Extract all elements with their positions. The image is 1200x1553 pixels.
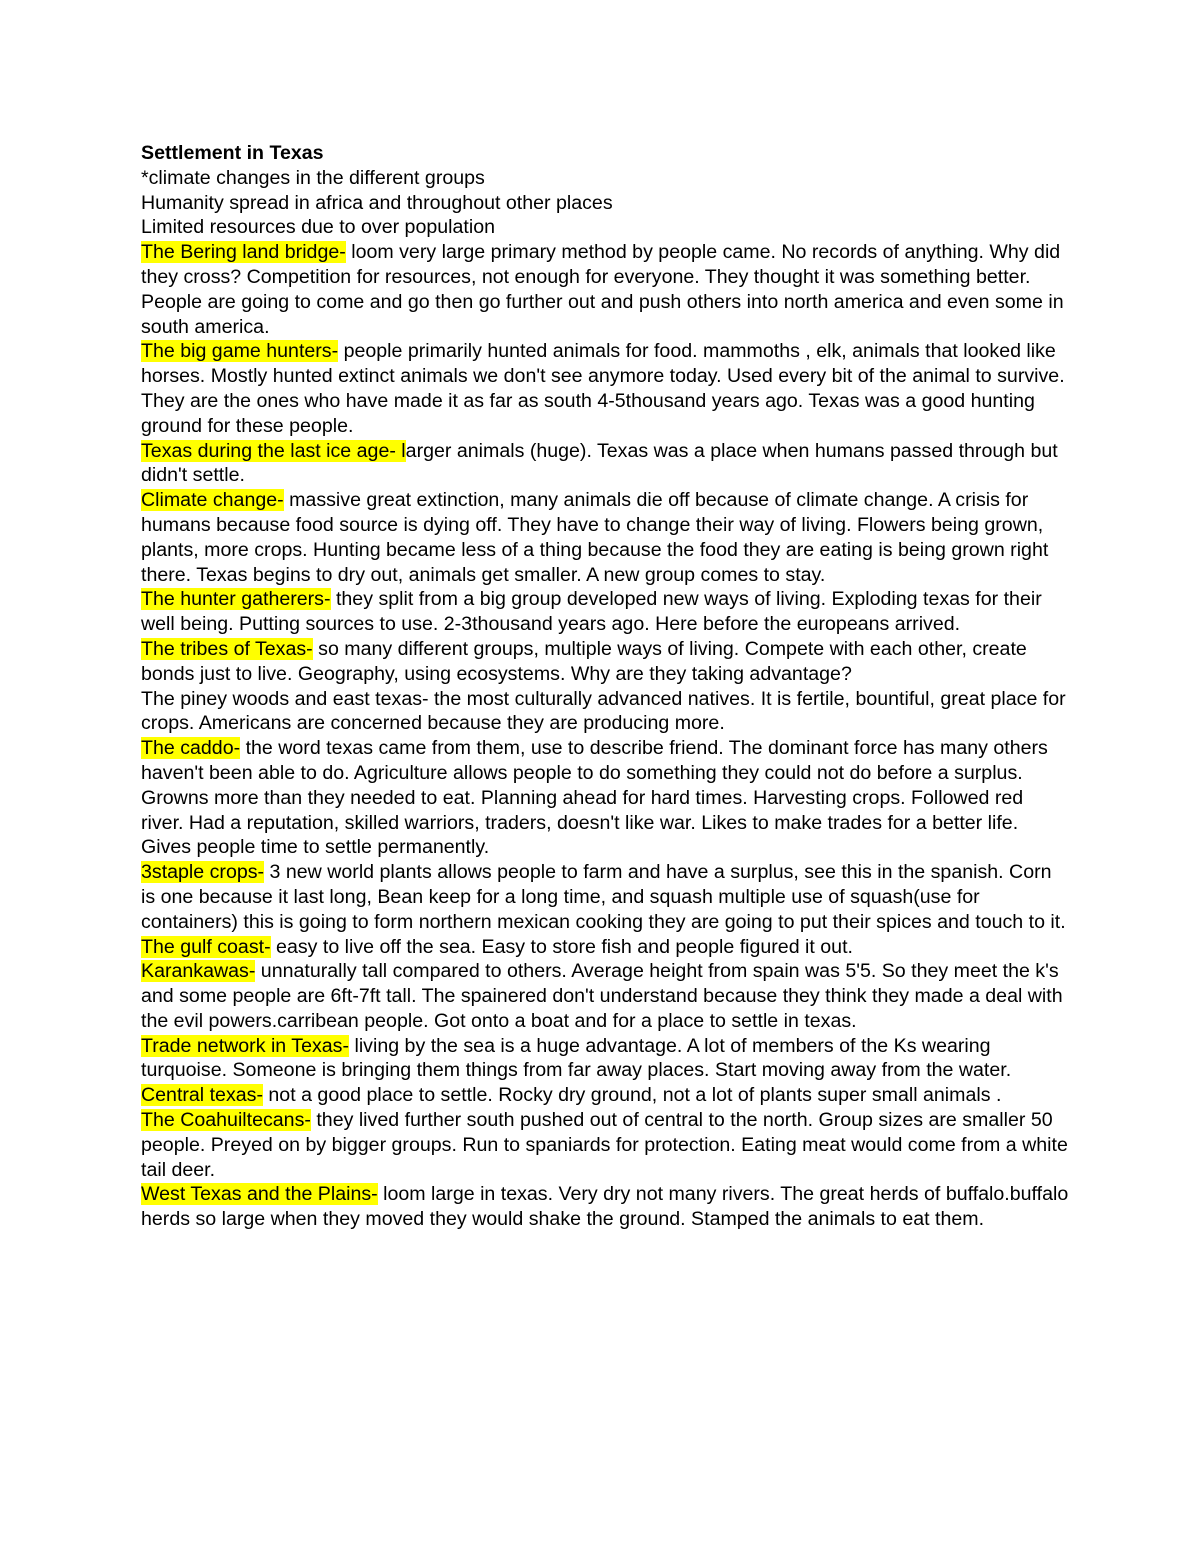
paragraph-text: unnaturally tall compared to others. Average height from spain was 5'5. So they meet the k's and some people are 6ft-7ft tall. The spainered don't understand because they think they made a deal with the evil powers.carribean people. Got onto a boat and for a place to settle in texas. [141,960,1063,1032]
intro-line: Humanity spread in africa and throughout other places [141,191,613,214]
note-paragraph [141,439,1071,489]
highlighted-term: Climate change- [141,489,284,512]
paragraph-text: The piney woods and east texas- the most culturally advanced natives. It is fertile, bountiful, great place for crops. Americans are concerned because they are producing more. [141,687,1066,735]
paragraph-text: they lived further south pushed out of central to the north. Group sizes are smaller 50 people. Preyed on by bigger groups. Run to spaniards for protection. Eating meat would come from a white tail deer. [141,1109,1068,1181]
paragraph-text: easy to live off the sea. Easy to store fish and people figured it out. [270,935,853,958]
highlighted-term: The big game hunters- [141,340,339,363]
highlighted-term: Central texas- [141,1084,263,1107]
highlighted-term: The Coahuiltecans- [141,1109,311,1132]
highlighted-term: West Texas and the Plains- [141,1183,378,1206]
paragraph-text: loom large in texas. Very dry not many rivers. The great herds of buffalo.buffalo herds so large when they moved they would shake the ground. Stamped the animals to eat them. [141,1183,1069,1231]
note-paragraph [141,959,1071,1033]
paragraph-text: the word texas came from them, use to describe friend. The dominant force has many others haven't been able to do. Agriculture allows people to do something they could not do before a surplus. Growns more than they needed to eat. Planning ahead for hard times. Harvesting crops. Followed red river. Had a reputation, skilled warriors, traders, doesn't like war. Likes to make trades for a better life. Gives people time to settle permanently. [141,737,1048,859]
highlighted-term: Karankawas- [141,960,256,983]
note-paragraph [141,488,1071,587]
paragraph-text: living by the sea is a huge advantage. A lot of members of the Ks wearing turquoise. Someone is bringing them things from far away places. Start moving away from the water. [141,1034,1012,1082]
highlighted-term: Texas during the last ice age- l [141,439,406,462]
note-paragraph [141,587,1071,637]
note-paragraph [141,1182,1071,1232]
paragraph-text: people primarily hunted animals for food. mammoths , elk, animals that looked like horses. Mostly hunted extinct animals we don't see anymore today. Used every bit of the animal to survive. They are the ones who have made it as far as south 4-5thousand years ago. Texas was a good hunting ground for these people. [141,340,1065,437]
intro-lines [141,166,1071,240]
highlighted-term: 3staple crops- [141,861,265,884]
document-page [141,141,1071,1232]
paragraph-text: they split from a big group developed new ways of living. Exploding texas for their well being. Putting sources to use. 2-3thousand years ago. Here before the europeans arrived. [141,588,1042,636]
paragraph-text: 3 new world plants allows people to farm and have a surplus, see this in the spanish. Corn is one because it last long, Bean keep for a long time, and squash multiple use of squash(use for containers) this is going to form northern mexican cooking they are going to put their spices and touch to it. [141,861,1066,933]
paragraph-text: not a good place to settle. Rocky dry ground, not a lot of plants super small animals . [262,1084,1002,1107]
note-paragraph [141,240,1071,339]
note-paragraph [141,1034,1071,1084]
highlighted-term: Trade network in Texas- [141,1034,350,1057]
paragraph-text: massive great extinction, many animals die off because of climate change. A crisis for humans because food source is dying off. They have to change their way of living. Flowers being grown, plants, more crops. Hunting became less of a thing because the food they are eating is being grown right there. Texas begins to dry out, animals get smaller. A new group comes to stay. [141,489,1049,586]
note-paragraph [141,736,1071,860]
intro-line: *climate changes in the different groups [141,166,485,189]
note-sections [141,240,1071,1232]
highlighted-term: The caddo- [141,737,241,760]
highlighted-term: The gulf coast- [141,935,271,958]
paragraph-text: so many different groups, multiple ways of living. Compete with each other, create bonds just to live. Geography, using ecosystems. Why are they taking advantage? [141,637,1027,685]
highlighted-term: The hunter gatherers- [141,588,331,611]
note-paragraph [141,1108,1071,1182]
note-paragraph [141,339,1071,438]
highlighted-term: The tribes of Texas- [141,637,313,660]
highlighted-term: The Bering land bridge- [141,241,346,264]
paragraph-text: loom very large primary method by people came. No records of anything. Why did they cross? Competition for resources, not enough for everyone. They thought it was something better. People are going to come and go then go further out and push others into north america and even some in south america. [141,241,1064,338]
note-paragraph [141,935,1071,960]
note-paragraph [141,687,1071,737]
intro-line: Limited resources due to over population [141,216,495,239]
document-title: Settlement in Texas [141,142,324,164]
paragraph-text: arger animals (huge). Texas was a place when humans passed through but didn't settle. [141,439,1058,487]
note-paragraph [141,860,1071,934]
note-paragraph [141,637,1071,687]
note-paragraph [141,1083,1071,1108]
